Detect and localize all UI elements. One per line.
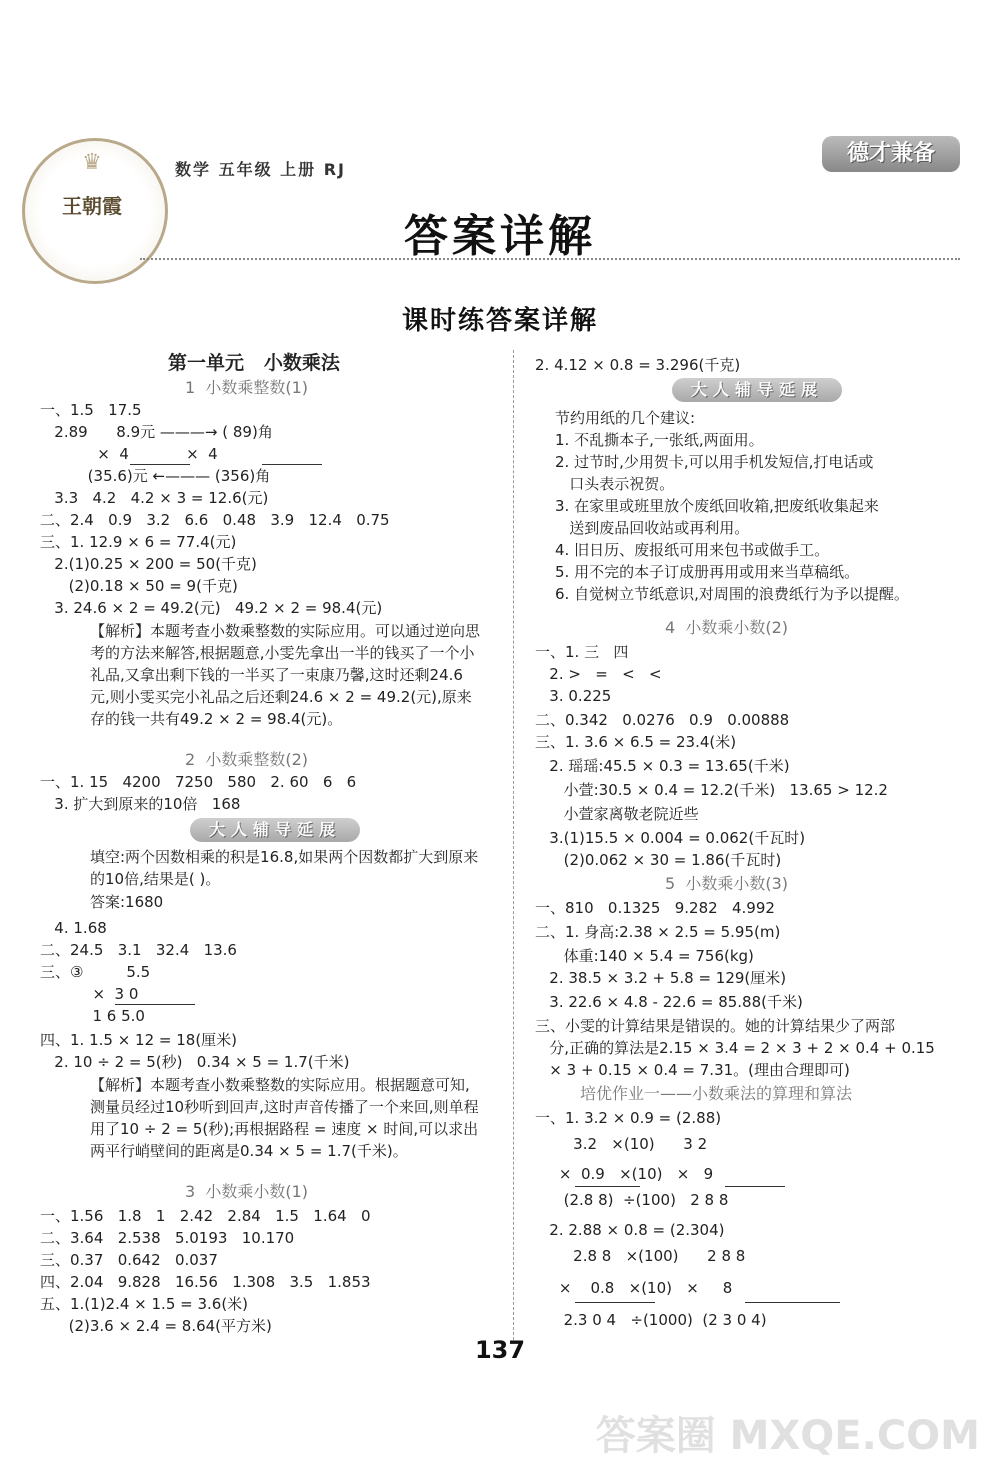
answer-line: 3.(1)15.5 × 0.004 = 0.062(千瓦时) — [535, 829, 806, 847]
calc-line: (2.8 8) ÷(100) 2 8 8 — [535, 1191, 729, 1209]
calc-rule — [575, 1186, 640, 1187]
extension-banner: 大人辅导延展 — [190, 818, 360, 842]
answer-line: 1 6 5.0 — [40, 1007, 145, 1025]
answer-line: 二、1. 身高:2.38 × 2.5 = 5.95(m) — [535, 923, 781, 941]
unit-title: 第一单元 小数乘法 — [168, 352, 340, 374]
answer-line: 三、0.37 0.642 0.037 — [40, 1251, 218, 1269]
calc-rule — [262, 464, 322, 465]
tip-line: 3. 在家里或班里放个废纸回收箱,把废纸收集起来 — [555, 497, 879, 515]
tip-line: 6. 自觉树立节纸意识,对周围的浪费纸行为予以提醒。 — [555, 585, 909, 603]
answer-line: 3. 0.225 — [535, 687, 612, 705]
column-divider — [513, 350, 514, 1340]
lesson-title: 4 小数乘小数(2) — [665, 618, 789, 637]
calc-line: 2.8 8 ×(100) 2 8 8 — [535, 1247, 746, 1265]
header-divider — [140, 258, 960, 260]
answer-line: 一、1. 15 4200 7250 580 2. 60 6 6 — [40, 773, 357, 791]
answer-line: 三、1. 3.6 × 6.5 = 23.4(米) — [535, 733, 737, 751]
answer-line: (2)3.6 × 2.4 = 8.64(平方米) — [40, 1317, 272, 1335]
answer-line: 一、1. 3.2 × 0.9 = (2.88) — [535, 1109, 722, 1127]
calc-rule — [115, 1004, 195, 1005]
answer-line: 二、0.342 0.0276 0.9 0.00888 — [535, 711, 790, 729]
answer-line: 五、1.(1)2.4 × 1.5 = 3.6(米) — [40, 1295, 249, 1313]
extension-answer: 答案:1680 — [90, 893, 164, 911]
answer-line: 2. 2.88 × 0.8 = (2.304) — [535, 1221, 725, 1239]
answer-line: 2. 瑶瑶:45.5 × 0.3 = 13.65(千米) — [535, 757, 790, 775]
answer-line: 二、3.64 2.538 5.0193 10.170 — [40, 1229, 295, 1247]
answer-line: 一、1. 三 四 — [535, 643, 629, 661]
tip-line: 1. 不乱撕本子,一张纸,两面用。 — [555, 431, 764, 449]
calc-rule — [575, 1302, 655, 1303]
tip-line: 送到废品回收站或再利用。 — [555, 519, 750, 537]
book-subtitle: 数学 五年级 上册 RJ — [175, 160, 346, 179]
tip-line: 4. 旧日历、废报纸可用来包书或做手工。 — [555, 541, 830, 559]
answer-line: 2.89 8.9元 ———→ ( 89)角 — [40, 423, 273, 441]
analysis-text: 【解析】本题考查小数乘整数的实际应用。可以通过逆向思考的方法来解答,根据题意,小雯先拿出一半的钱买了一个小礼品,又拿出剩下钱的一半买了一束康乃馨,这时还剩24.6元,则小雯买完小礼品之后还剩24.6 × 2 = 49.2(元),原来存的钱一共有49.2 × 2 = 98.4(元)。 — [90, 622, 481, 728]
page-number: 137 — [474, 1336, 526, 1364]
crown-icon: ♛ — [82, 150, 102, 175]
answer-line: 三、③ 5.5 — [40, 963, 151, 981]
answer-line: 三、1. 12.9 × 6 = 77.4(元) — [40, 533, 237, 551]
lesson-title: 2 小数乘整数(2) — [185, 750, 309, 769]
answer-line: × 3 0 — [40, 985, 139, 1003]
answer-line: 四、1. 1.5 × 12 = 18(厘米) — [40, 1031, 238, 1049]
brand-badge: 德才兼备 — [822, 136, 960, 172]
extension-text: 填空:两个因数相乘的积是16.8,如果两个因数都扩大到原来的10倍,结果是( )。 — [90, 848, 479, 888]
calc-line: × 0.9 ×(10) × 9 — [535, 1165, 714, 1183]
answer-line: 四、2.04 9.828 16.56 1.308 3.5 1.853 — [40, 1273, 371, 1291]
answer-line: × 3 + 0.15 × 0.4 = 7.31。(理由合理即可) — [535, 1061, 850, 1079]
answer-line: 三、小雯的计算结果是错误的。她的计算结果少了两部 — [535, 1017, 896, 1035]
lesson-title: 5 小数乘小数(3) — [665, 874, 789, 893]
answer-line: 一、1.56 1.8 1 2.42 2.84 1.5 1.64 0 — [40, 1207, 371, 1225]
logo-text: 王朝霞 — [62, 194, 122, 218]
analysis-text: 【解析】本题考查小数乘整数的实际应用。根据题意可知,测量员经过10秒听到回声,这时声音传播了一个来回,则单程用了10 ÷ 2 = 5(秒);再根据路程 = 速度 × 时间,可以求出两平行峭壁间的距离是0.34 × 5 = 1.7(千米)。 — [90, 1076, 479, 1160]
tip-line: 口头表示祝贺。 — [555, 475, 675, 493]
answer-line: 二、24.5 3.1 32.4 13.6 — [40, 941, 237, 959]
answer-line: 2. 38.5 × 3.2 + 5.8 = 129(厘米) — [535, 969, 787, 987]
answer-line: 一、810 0.1325 9.282 4.992 — [535, 899, 775, 917]
answer-line: 3. 24.6 × 2 = 49.2(元) 49.2 × 2 = 98.4(元) — [40, 599, 383, 617]
answer-line: 小萱:30.5 × 0.4 = 12.2(千米) 13.65 > 12.2 — [535, 781, 888, 799]
calc-rule — [745, 1302, 840, 1303]
section-title: 课时练答案详解 — [401, 306, 598, 336]
answer-line: 3.3 4.2 4.2 × 3 = 12.6(元) — [40, 489, 269, 507]
calc-line: 3.2 ×(10) 3 2 — [535, 1135, 708, 1153]
tip-line: 节约用纸的几个建议: — [555, 409, 696, 427]
tip-line: 2. 过节时,少用贺卡,可以用手机发短信,打电话或 — [555, 453, 874, 471]
calc-rule — [130, 464, 190, 465]
answer-line: (35.6)元 ←——— (356)角 — [40, 467, 271, 485]
calc-line: × 0.8 ×(10) × 8 — [535, 1279, 733, 1297]
answer-line: (2)0.18 × 50 = 9(千克) — [40, 577, 238, 595]
answer-line: 2. 10 ÷ 2 = 5(秒) 0.34 × 5 = 1.7(千米) — [40, 1053, 350, 1071]
answer-line: 分,正确的算法是2.15 × 3.4 = 2 × 3 + 2 × 0.4 + 0.15 — [535, 1039, 935, 1057]
lesson-title: 3 小数乘小数(1) — [185, 1182, 309, 1201]
answer-line: × 4 × 4 — [40, 445, 218, 463]
calc-rule — [725, 1186, 785, 1187]
watermark: 答案圈 MXQE.COM — [595, 1413, 980, 1459]
answer-line: 二、2.4 0.9 3.2 6.6 0.48 3.9 12.4 0.75 — [40, 511, 390, 529]
answer-line: 4. 1.68 — [40, 919, 107, 937]
tip-line: 5. 用不完的本子订成册再用或用来当草稿纸。 — [555, 563, 860, 581]
lesson-title: 1 小数乘整数(1) — [185, 378, 309, 397]
answer-line: 2.(1)0.25 × 200 = 50(千克) — [40, 555, 257, 573]
answer-line: 2. 4.12 × 0.8 = 3.296(千克) — [535, 356, 741, 374]
answer-line: 2. > = < < — [535, 665, 662, 683]
answer-line: 体重:140 × 5.4 = 756(kg) — [535, 947, 754, 965]
answer-line: (2)0.062 × 30 = 1.86(千瓦时) — [535, 851, 782, 869]
answer-line: 小萱家离敬老院近些 — [535, 805, 699, 823]
calc-line: 2.3 0 4 ÷(1000) (2 3 0 4) — [535, 1311, 767, 1329]
answer-line: 3. 22.6 × 4.8 - 22.6 = 85.88(千米) — [535, 993, 803, 1011]
extension-banner: 大人辅导延展 — [672, 378, 842, 402]
lesson-title: 培优作业一——小数乘法的算理和算法 — [580, 1084, 853, 1103]
answer-line: 一、1.5 17.5 — [40, 401, 142, 419]
page-title: 答案详解 — [404, 211, 596, 262]
answer-line: 3. 扩大到原来的10倍 168 — [40, 795, 241, 813]
